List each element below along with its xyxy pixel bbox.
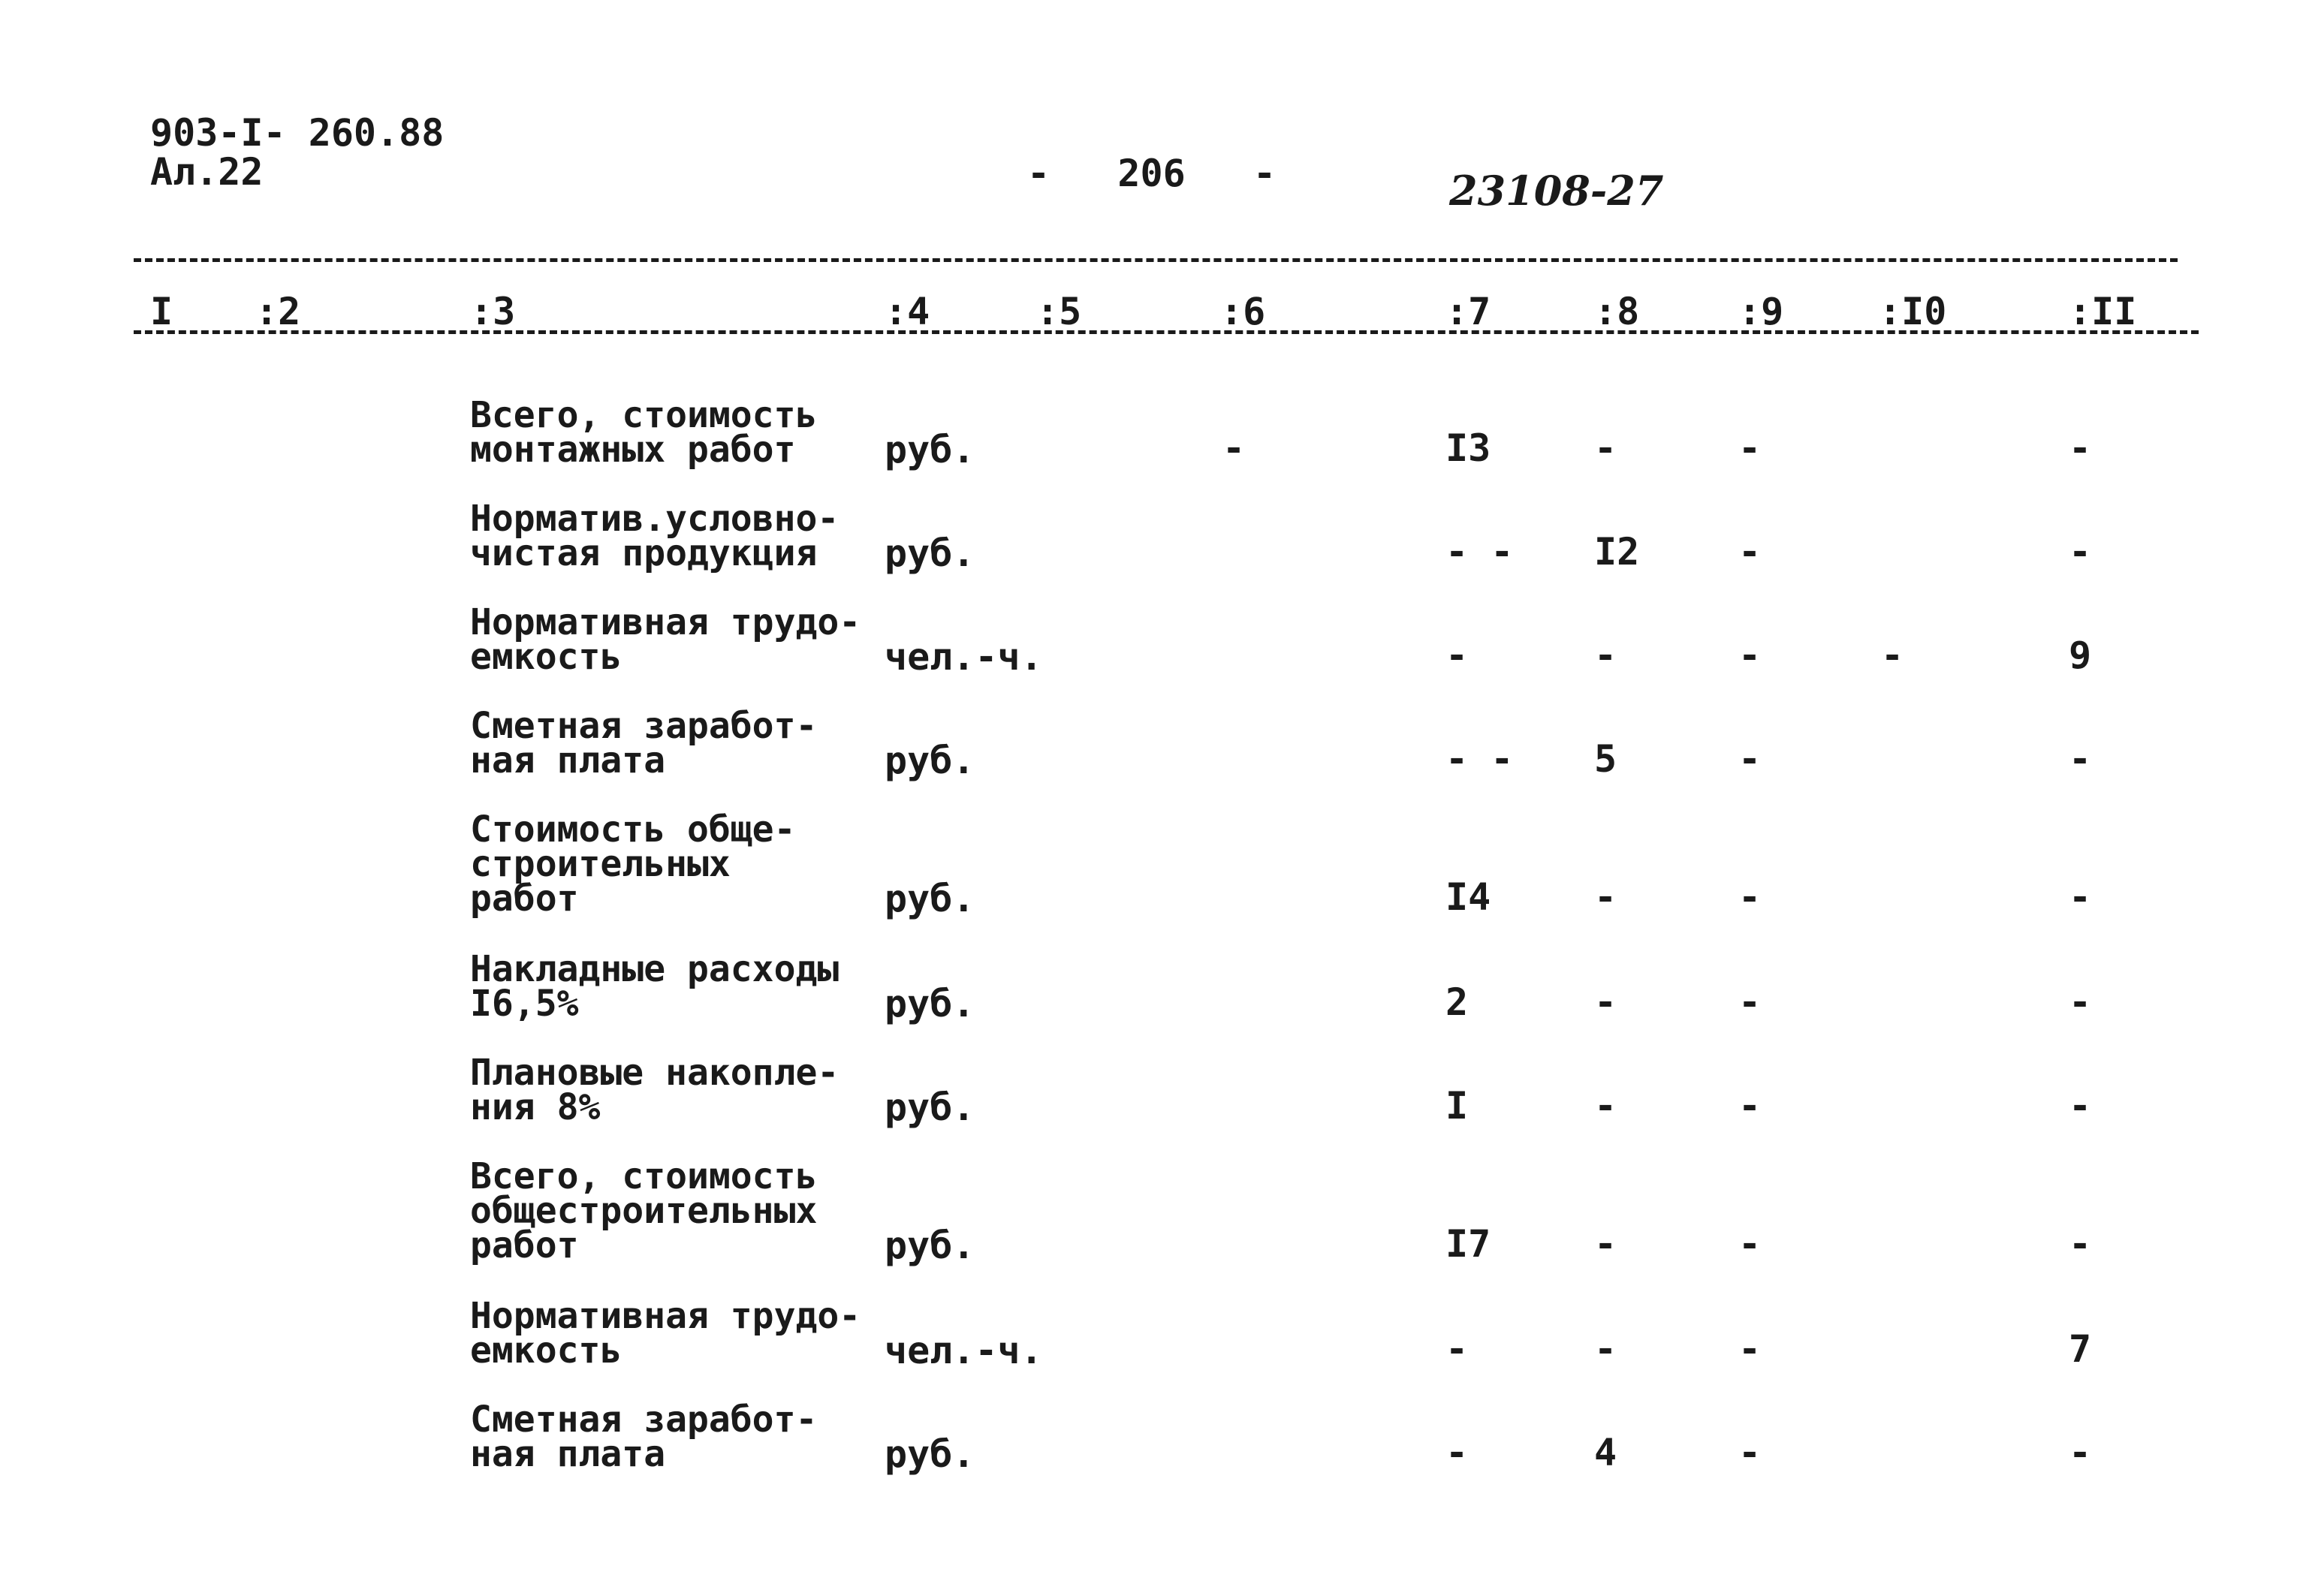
row-value-c9: - bbox=[1738, 980, 1762, 1024]
row-value-c11: - bbox=[2069, 1084, 2092, 1128]
column-number: :3 bbox=[470, 290, 516, 333]
row-value-c7: - bbox=[1445, 1327, 1469, 1371]
row-label: Всего, стоимость общестроительных работ bbox=[470, 1155, 818, 1266]
row-value-c8: - bbox=[1594, 1222, 1617, 1266]
row-value-c7: - bbox=[1445, 634, 1469, 677]
row-label: Сметная заработ- ная плата bbox=[470, 705, 818, 781]
row-value-c7: 2 bbox=[1445, 980, 1469, 1024]
row-value-c7: - - bbox=[1445, 737, 1514, 781]
row-value-c9: - bbox=[1738, 875, 1762, 919]
row-value-c9: - bbox=[1738, 1084, 1762, 1128]
row-value-c11: - bbox=[2069, 1222, 2092, 1266]
row-label: Всего, стоимость монтажных работ bbox=[470, 394, 818, 471]
row-unit: руб. bbox=[885, 1432, 975, 1476]
row-label: Накладные расходы I6,5% bbox=[470, 948, 840, 1025]
column-number: :7 bbox=[1445, 290, 1491, 333]
row-unit: руб. bbox=[885, 877, 975, 920]
row-value-c8: - bbox=[1594, 1327, 1617, 1371]
row-value-c11: - bbox=[2069, 875, 2092, 919]
row-value-c6: - bbox=[1222, 426, 1246, 470]
row-value-c7: I4 bbox=[1445, 875, 1491, 919]
column-number: :4 bbox=[885, 290, 930, 333]
row-value-c11: - bbox=[2069, 426, 2092, 470]
row-value-c11: - bbox=[2069, 737, 2092, 781]
row-label: Стоимость обще- строительных работ bbox=[470, 809, 796, 920]
row-value-c11: 9 bbox=[2069, 634, 2092, 677]
row-value-c7: I bbox=[1445, 1084, 1469, 1128]
row-value-c8: - bbox=[1594, 426, 1617, 470]
row-unit: руб. bbox=[885, 428, 975, 471]
row-unit: чел.-ч. bbox=[885, 1329, 1043, 1372]
row-value-c8: I2 bbox=[1594, 530, 1640, 574]
row-value-c7: - bbox=[1445, 1431, 1469, 1474]
row-value-c11: - bbox=[2069, 1431, 2092, 1474]
document-code: 903-I- 260.88 bbox=[150, 111, 445, 155]
row-unit: руб. bbox=[885, 739, 975, 782]
row-value-c10: - bbox=[1881, 634, 1904, 677]
row-value-c9: - bbox=[1738, 530, 1762, 574]
row-value-c9: - bbox=[1738, 1327, 1762, 1371]
row-label: Нормативная трудо- емкость bbox=[470, 601, 861, 678]
row-value-c7: I3 bbox=[1445, 426, 1491, 470]
header-separator bbox=[134, 258, 2178, 262]
column-number: :8 bbox=[1594, 290, 1640, 333]
row-value-c9: - bbox=[1738, 634, 1762, 677]
row-value-c11: - bbox=[2069, 980, 2092, 1024]
album-number: Ал.22 bbox=[150, 150, 264, 194]
row-unit: руб. bbox=[885, 982, 975, 1025]
row-unit: руб. bbox=[885, 1224, 975, 1267]
row-value-c8: 5 bbox=[1594, 737, 1617, 781]
row-label: Нормативная трудо- емкость bbox=[470, 1295, 861, 1372]
row-value-c8: 4 bbox=[1594, 1431, 1617, 1474]
column-underline bbox=[134, 330, 2199, 334]
column-number: I bbox=[150, 290, 173, 333]
column-number: :5 bbox=[1036, 290, 1082, 333]
row-value-c8: - bbox=[1594, 980, 1617, 1024]
column-number: :I0 bbox=[1879, 290, 1947, 333]
row-value-c11: 7 bbox=[2069, 1327, 2092, 1371]
row-value-c7: I7 bbox=[1445, 1222, 1491, 1266]
row-value-c9: - bbox=[1738, 1431, 1762, 1474]
column-number: :6 bbox=[1220, 290, 1266, 333]
row-value-c7: - - bbox=[1445, 530, 1514, 574]
row-unit: руб. bbox=[885, 531, 975, 575]
column-number: :2 bbox=[255, 290, 301, 333]
row-label: Норматив.условно- чистая продукция bbox=[470, 498, 840, 574]
row-value-c11: - bbox=[2069, 530, 2092, 574]
row-unit: руб. bbox=[885, 1086, 975, 1129]
row-value-c9: - bbox=[1738, 737, 1762, 781]
page-number: - 206 - bbox=[1027, 152, 1277, 195]
row-label: Сметная заработ- ная плата bbox=[470, 1399, 818, 1475]
column-number: :II bbox=[2069, 290, 2137, 333]
row-value-c8: - bbox=[1594, 1084, 1617, 1128]
row-value-c8: - bbox=[1594, 875, 1617, 919]
row-label: Плановые накопле- ния 8% bbox=[470, 1052, 840, 1128]
row-unit: чел.-ч. bbox=[885, 635, 1043, 679]
handwritten-reference: 23108-27 bbox=[1449, 167, 1664, 215]
row-value-c9: - bbox=[1738, 1222, 1762, 1266]
row-value-c8: - bbox=[1594, 634, 1617, 677]
row-value-c9: - bbox=[1738, 426, 1762, 470]
column-number: :9 bbox=[1738, 290, 1784, 333]
